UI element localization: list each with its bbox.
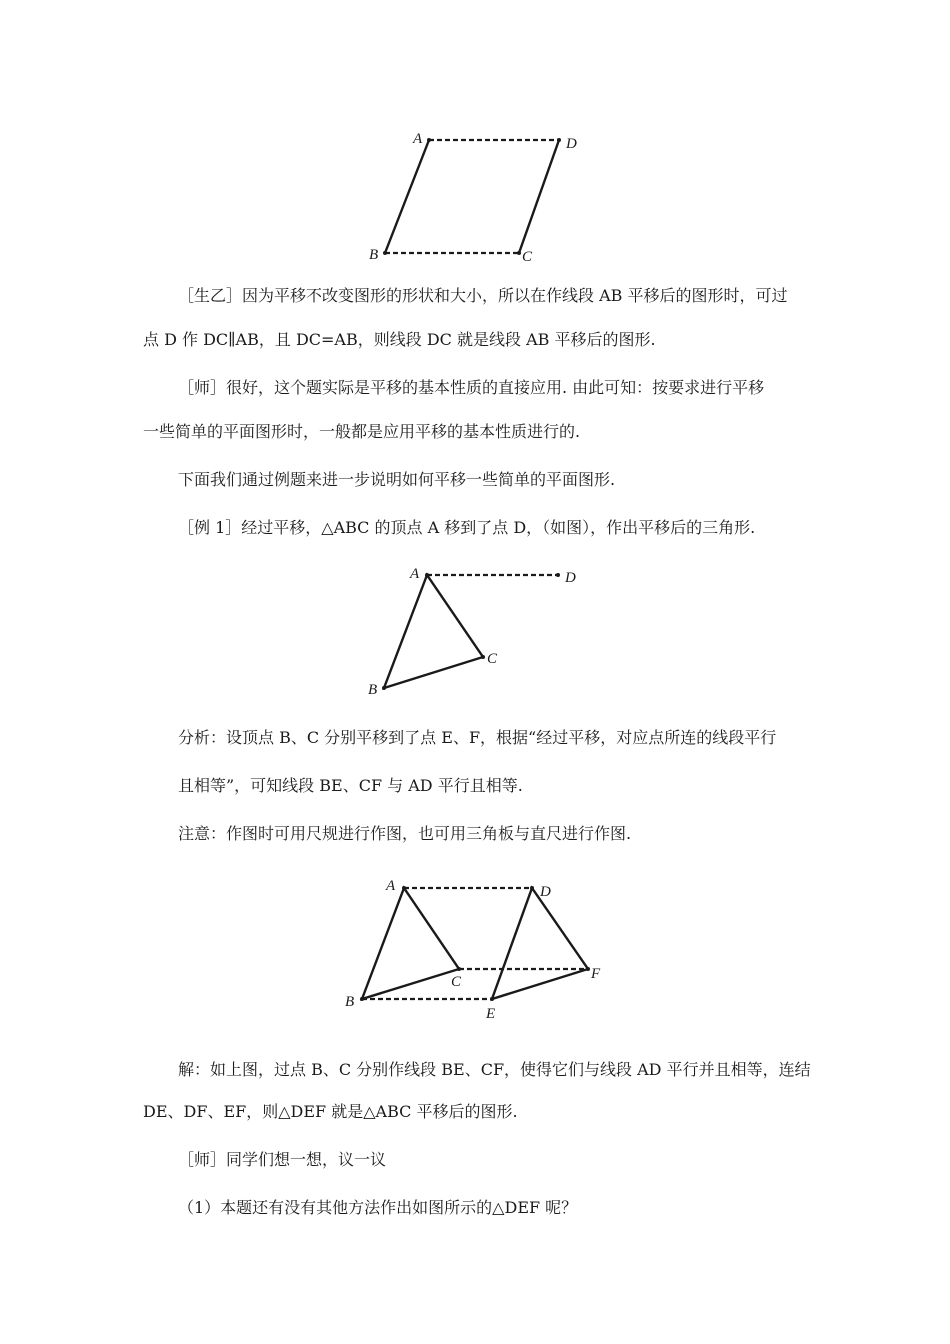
paragraph-note: 注意：作图时可用尺规进行作图，也可用三角板与直尺进行作图.	[178, 824, 632, 843]
label-b: B	[345, 994, 355, 1010]
label-a: A	[410, 566, 420, 582]
label-d: D	[540, 884, 551, 900]
label-b: B	[369, 247, 379, 263]
triangle-def	[492, 888, 588, 999]
point-c	[457, 967, 461, 971]
label-a: A	[413, 131, 423, 147]
paragraph-teacher-line2: 一些简单的平面图形时，一般都是应用平移的基本性质进行的.	[143, 422, 581, 441]
label-e: E	[486, 1006, 496, 1022]
triangle-abc	[362, 888, 459, 999]
paragraph-intro: 下面我们通过例题来进一步说明如何平移一些简单的平面图形.	[178, 470, 616, 489]
label-a: A	[386, 878, 396, 894]
point-d	[530, 886, 534, 890]
label-c: C	[487, 651, 498, 667]
label-c: C	[522, 249, 533, 265]
label-f: F	[591, 966, 601, 982]
label-d: D	[565, 570, 576, 586]
paragraph-teacher-line1: ［师］很好，这个题实际是平移的基本性质的直接应用. 由此可知：按要求进行平移	[178, 378, 765, 397]
point-f	[586, 967, 590, 971]
point-e	[490, 997, 494, 1001]
point-a	[402, 886, 406, 890]
paragraph-solution-line2: DE、DF、EF，则△DEF 就是△ABC 平移后的图形.	[143, 1102, 518, 1121]
paragraph-question1: （1）本题还有没有其他方法作出如图所示的△DEF 呢？	[178, 1198, 578, 1217]
paragraph-discussion: ［师］同学们想一想，议一议	[178, 1150, 387, 1169]
label-d: D	[566, 136, 577, 152]
paragraph-analysis-line2: 且相等”，可知线段 BE、CF 与 AD 平行且相等.	[178, 776, 523, 795]
label-b: B	[368, 682, 378, 698]
point-b	[360, 997, 364, 1001]
label-c: C	[451, 974, 462, 990]
paragraph-student-line1: ［生乙］因为平移不改变图形的形状和大小，所以在作线段 AB 平移后的图形时，可过	[178, 286, 788, 305]
paragraph-student-line2: 点 D 作 DC∥AB，且 DC=AB，则线段 DC 就是线段 AB 平移后的图形.	[143, 330, 656, 349]
paragraph-example1: ［例 1］经过平移，△ABC 的顶点 A 移到了点 D，（如图），作出平移后的三角形.	[178, 518, 756, 537]
paragraph-analysis-line1: 分析：设顶点 B、C 分别平移到了点 E、F，根据“经过平移，对应点所连的线段平行	[178, 728, 777, 747]
paragraph-solution-line1: 解：如上图，过点 B、C 分别作线段 BE、CF，使得它们与线段 AD 平行并且相等，连结	[178, 1060, 811, 1079]
